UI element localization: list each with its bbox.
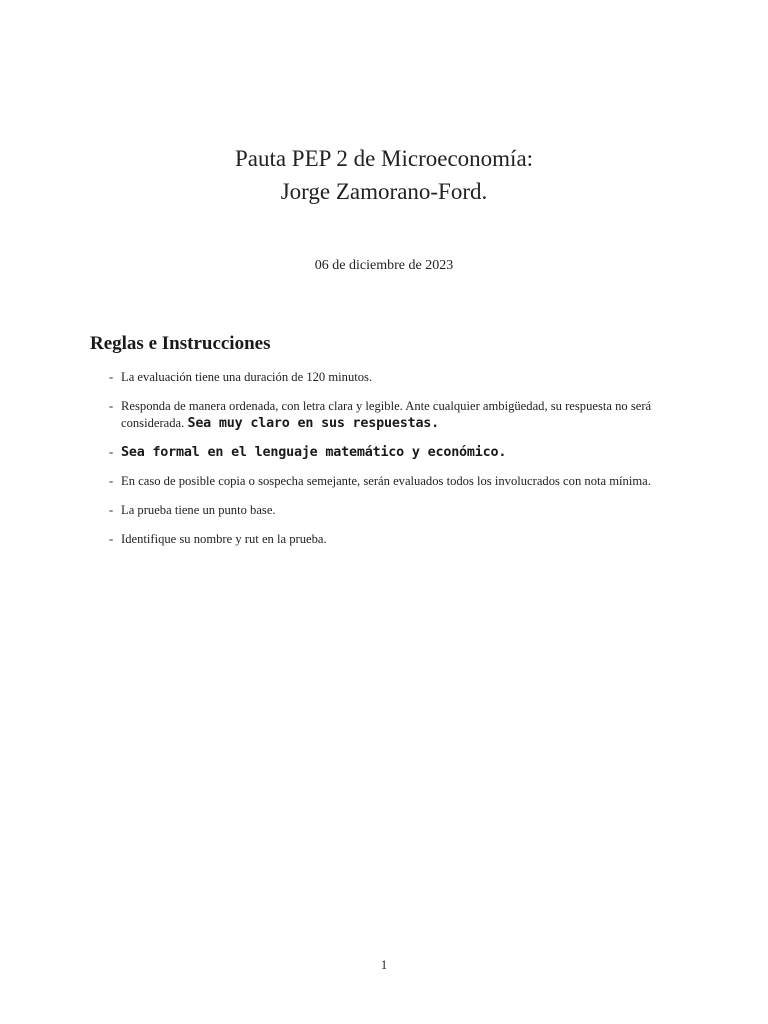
rule-item <box>109 398 689 432</box>
document-title <box>0 142 768 208</box>
rule-text: La prueba tiene un punto base. <box>121 503 276 517</box>
section-title: Reglas e Instrucciones <box>90 333 271 354</box>
rule-item <box>109 473 689 490</box>
rule-item <box>109 444 689 461</box>
rule-item <box>109 369 689 386</box>
title-line-2: Jorge Zamorano-Ford. <box>280 179 488 204</box>
rule-item <box>109 531 689 548</box>
bullet-dash: - <box>109 532 114 546</box>
rule-text: Sea formal en el lenguaje matemático y económico. <box>121 445 507 460</box>
bullet-dash: - <box>109 445 113 459</box>
rules-list <box>109 369 689 560</box>
bullet-dash: - <box>109 370 114 384</box>
rule-text: Identifique su nombre y rut en la prueba. <box>121 532 327 546</box>
title-line-1: Pauta PEP 2 de Microeconomía: <box>234 146 534 171</box>
page-number: 1 <box>380 958 388 972</box>
bullet-dash: - <box>109 399 114 413</box>
rule-text: En caso de posible copia o sospecha semejante, serán evaluados todos los involucrados con nota mínima. <box>121 474 651 488</box>
bullet-dash: - <box>109 503 114 517</box>
bullet-dash: - <box>109 474 114 488</box>
rule-item <box>109 502 689 519</box>
document-date: 06 de diciembre de 2023 <box>314 258 454 273</box>
rule-emphasis: Sea muy claro en sus respuestas. <box>187 416 440 431</box>
rule-text: Responda de manera ordenada, con letra clara y legible. Ante cualquier ambigüedad, su respuesta no será considerada. <box>121 399 652 430</box>
rule-text: La evaluación tiene una duración de 120 minutos. <box>121 370 373 384</box>
